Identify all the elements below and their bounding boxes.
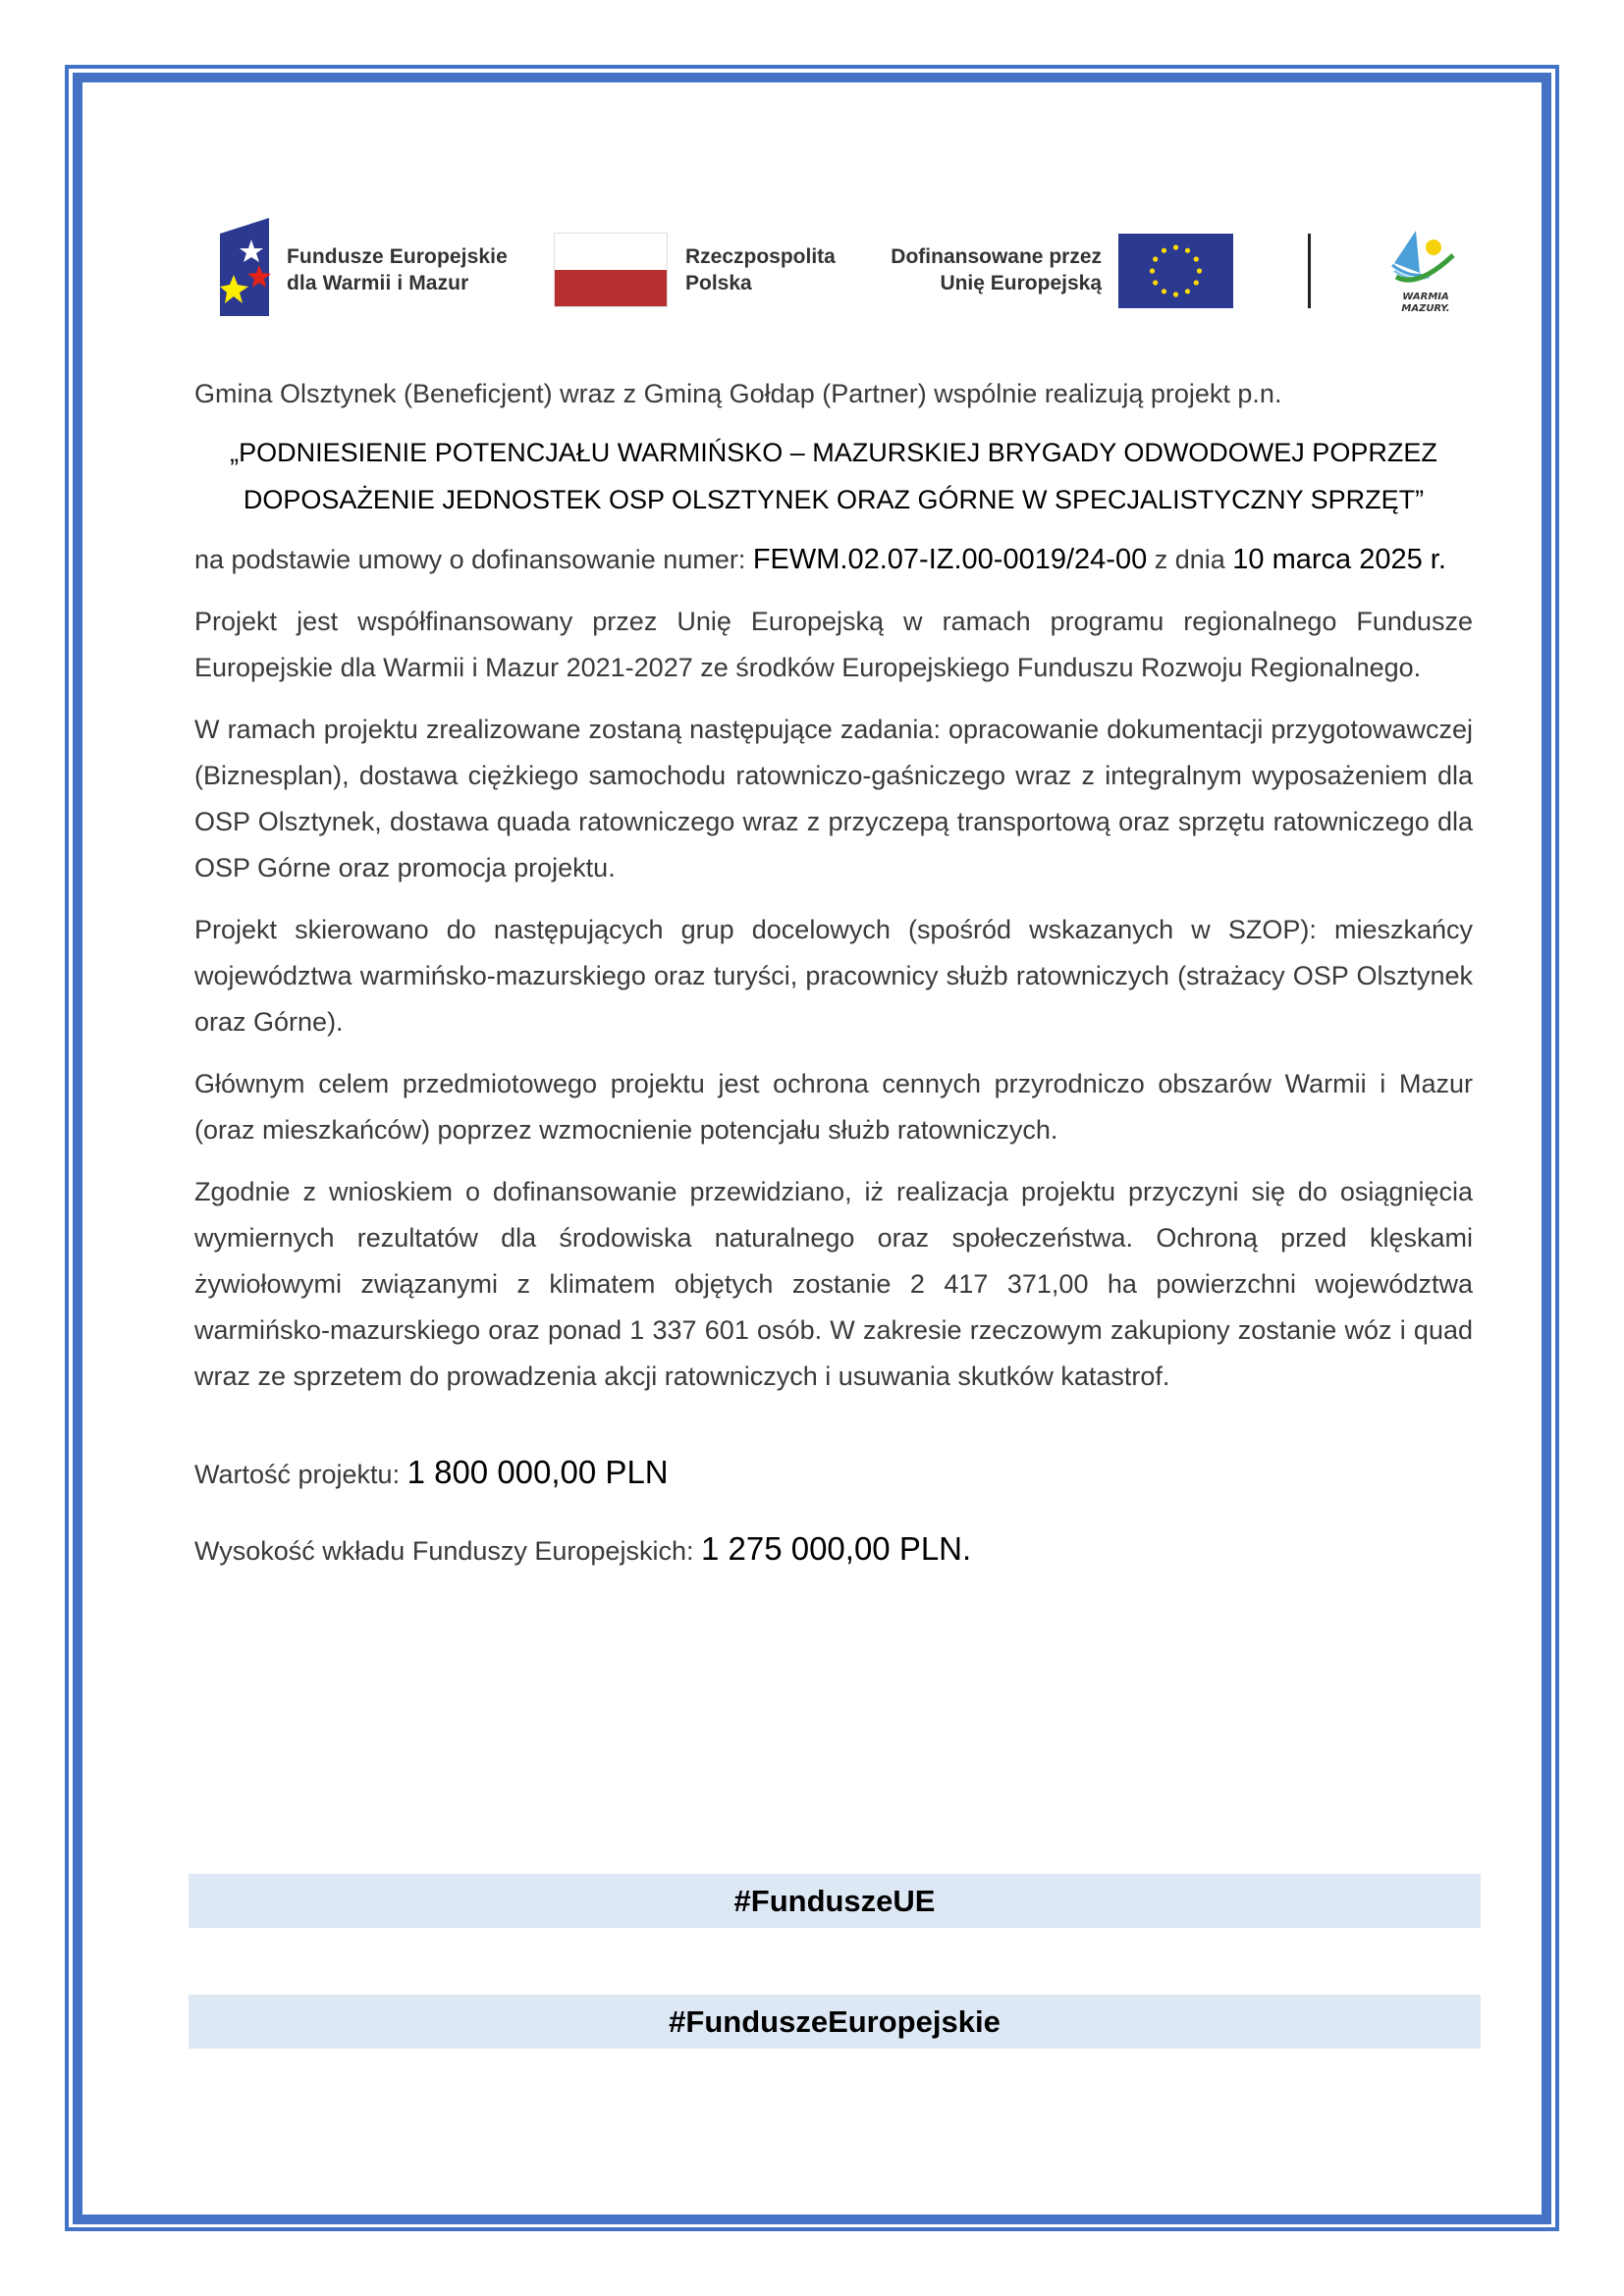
eu-contribution-row: Wysokość wkładu Funduszy Europejskich: 1 275 000,00 PLN. bbox=[194, 1530, 972, 1567]
hashtag-funduszeeuropejskie: #FunduszeEuropejskie bbox=[189, 1995, 1481, 2049]
hashtag-funduszeue: #FunduszeUE bbox=[189, 1874, 1481, 1928]
project-value: 1 800 000,00 PLN bbox=[406, 1454, 669, 1490]
fe-stars-logo-icon bbox=[218, 218, 271, 316]
rp-logo-text: Rzeczpospolita Polska bbox=[685, 245, 836, 294]
poland-flag-icon bbox=[554, 233, 668, 307]
svg-text:MAZURY.: MAZURY. bbox=[1401, 303, 1450, 314]
eu-logo-text: Dofinansowane przez Unię Europejską bbox=[891, 245, 1102, 294]
project-title: „PODNIESIENIE POTENCJAŁU WARMIŃSKO – MAZURSKIEJ BRYGADY ODWODOWEJ POPRZEZ DOPOSAŻENIE JEDNOSTEK OSP OLSZTYNEK ORAZ GÓRNE W SPECJALISTYCZNY SPRZĘT” bbox=[230, 438, 1437, 514]
project-value-row: Wartość projektu: 1 800 000,00 PLN bbox=[194, 1454, 669, 1490]
svg-text:WARMIA: WARMIA bbox=[1402, 292, 1449, 302]
warmia-mazury-logo-icon bbox=[1386, 226, 1465, 314]
contract-number: FEWM.02.07-IZ.00-0019/24-00 bbox=[752, 544, 1148, 575]
tasks-paragraph: W ramach projektu zrealizowane zostaną następujące zadania: opracowanie dokumentacji przygotowawczej (Biznesplan), dostawa ciężkiego samochodu ratowniczo-gaśniczego wraz z integralnym wyposażeniem dla OSP Olsztynek, dostawa quada ratowniczego wraz z przyczepą transportową oraz sprzętu ratowniczego dla OSP Górne oraz promocja projektu. bbox=[194, 715, 1473, 882]
goal-paragraph: Głównym celem przedmiotowego projektu jest ochrona cennych przyrodniczo obszarów Warmii i Mazur (oraz mieszkańców) poprzez wzmocnienie potencjału służb ratowniczych. bbox=[194, 1069, 1473, 1145]
contract-paragraph: na podstawie umowy o dofinansowanie numer: FEWM.02.07-IZ.00-0019/24-00 z dnia 10 marca 2025 r. bbox=[194, 544, 1446, 575]
contract-date: 10 marca 2025 bbox=[1232, 544, 1423, 575]
intro-text: Gmina Olsztynek (Beneficjent) wraz z Gminą Gołdap (Partner) wspólnie realizują projekt p.n. bbox=[194, 379, 1282, 408]
eu-flag-icon bbox=[1118, 234, 1233, 308]
eu-contribution: 1 275 000,00 PLN. bbox=[700, 1530, 972, 1567]
fe-logo-text: Fundusze Europejskie dla Warmii i Mazur bbox=[287, 245, 508, 294]
results-paragraph: Zgodnie z wnioskiem o dofinansowanie przewidziano, iż realizacja projektu przyczyni się do osiągnięcia wymiernych rezultatów dla środowiska naturalnego oraz społeczeństwa. Ochroną przed klęskami żywiołowymi związanymi z klimatem objętych zostanie 2 417 371,00 ha powierzchni województwa warmińsko-mazurskiego oraz ponad 1 337 601 osób. W zakresie rzeczowym zakupiony zostanie wóz i quad wraz ze sprzetem do prowadzenia akcji ratowniczych i usuwania skutków katastrof. bbox=[194, 1177, 1473, 1391]
target-groups-paragraph: Projekt skierowano do następujących grup docelowych (spośród wskazanych w SZOP): mieszkańcy województwa warmińsko-mazurskiego oraz turyści, pracownicy służb ratowniczych (strażacy OSP Olsztynek oraz Górne). bbox=[194, 915, 1473, 1037]
document-body bbox=[194, 371, 1473, 1575]
logo-divider bbox=[1308, 234, 1311, 308]
cofinancing-paragraph: Projekt jest współfinansowany przez Unię Europejską w ramach programu regionalnego Fundusze Europejskie dla Warmii i Mazur 2021-2027 ze środków Europejskiego Funduszu Rozwoju Regionalnego. bbox=[194, 607, 1473, 682]
